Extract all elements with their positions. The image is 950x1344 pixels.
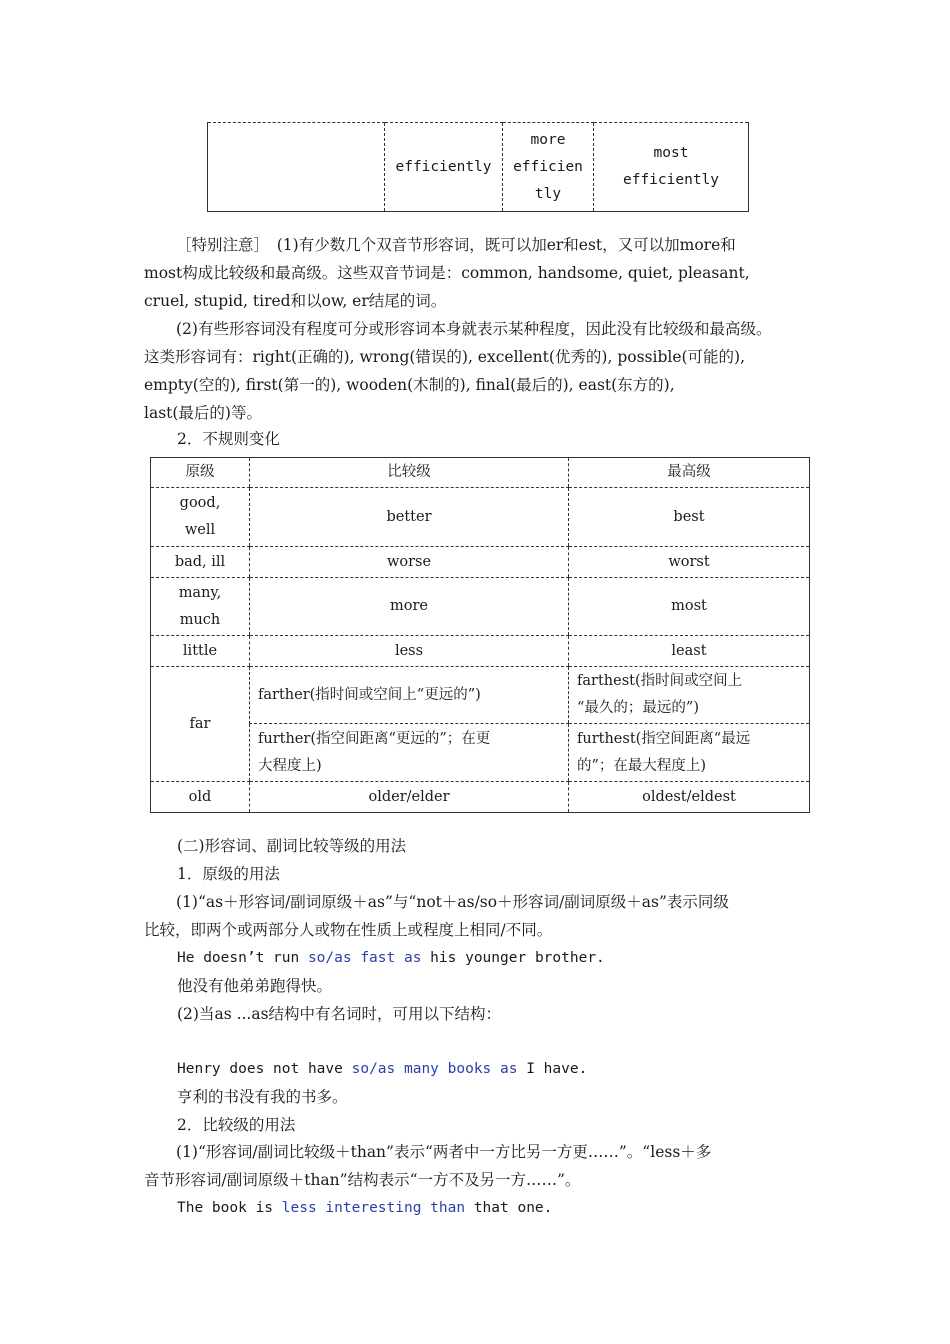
cell-text-line: most: [653, 145, 689, 161]
table-row: [151, 578, 810, 636]
header-base: 原级: [151, 458, 250, 488]
cell-comparative: less: [250, 636, 569, 667]
cell-comparative: more: [250, 578, 569, 636]
paragraph-line: 音节形容词/副词原级＋than”结构表示“一方不及另一方……”。: [144, 1171, 581, 1189]
example-sentence: [177, 944, 605, 972]
irregular-comparison-table: [150, 457, 810, 813]
cell-superlative: [569, 667, 810, 724]
header-superlative: 最高级: [569, 458, 810, 488]
subsection-heading: 1．原级的用法: [177, 865, 280, 883]
subsection-heading: 2．比较级的用法: [177, 1116, 296, 1134]
cell-comparative: [250, 724, 569, 782]
cell-text-line: further(指空间距离“更远的”；在更: [258, 730, 491, 747]
cell-text: efficiently: [395, 158, 492, 175]
cell-superlative: worst: [569, 547, 810, 578]
note-line: empty(空的), first(第一的), wooden(木制的), final(最后的), east(东方的),: [144, 376, 675, 394]
note-line: most构成比较级和最高级。这些双音节词是：common, handsome, quiet, pleasant,: [144, 264, 750, 282]
table-header-row: [151, 458, 810, 488]
cell-base: little: [151, 636, 250, 667]
table-row: [151, 636, 810, 667]
paragraph-line: (2)当as ...as结构中有名词时，可用以下结构：: [177, 1005, 502, 1023]
cell-comparative: farther(指时间或空间上“更远的”): [250, 667, 569, 724]
note-line: 这类形容词有：right(正确的), wrong(错误的), excellent(优秀的), possible(可能的),: [144, 348, 746, 366]
cell-text-line: farthest(指时间或空间上: [577, 673, 743, 689]
cell-text-line: tly: [534, 185, 562, 202]
cell-text-line: efficien: [513, 158, 583, 175]
cell-text-line: good,: [179, 495, 221, 511]
example-translation: 亨利的书没有我的书多。: [177, 1088, 348, 1106]
cell-superlative: least: [569, 636, 810, 667]
section-heading: (二)形容词、副词比较等级的用法: [177, 837, 407, 855]
usage-paragraph: [144, 1138, 810, 1194]
note-line: last(最后的)等。: [144, 404, 262, 422]
cell-text-line: many,: [178, 584, 222, 601]
example-text: He doesn’t run: [177, 950, 308, 966]
cell-text-line: more: [530, 131, 566, 148]
special-note: [144, 231, 810, 427]
example-text: his younger brother.: [421, 950, 605, 966]
example-text: The book is: [177, 1200, 282, 1216]
example-text: I have.: [517, 1061, 588, 1077]
cell-comparative: better: [250, 488, 569, 547]
section-heading: 2．不规则变化: [177, 430, 280, 448]
example-sentence: [177, 1055, 587, 1083]
paragraph-line: (1)“as＋形容词/副词原级＋as”与“not＋as/so＋形容词/副词原级＋as”表示同级: [176, 893, 729, 911]
cell-superlative: most: [569, 578, 810, 636]
cell-base: [151, 488, 250, 547]
example-sentence: [177, 1194, 552, 1222]
table-row: [151, 667, 810, 724]
example-highlight: so/as many books as: [351, 1061, 518, 1077]
cell-text-line: efficiently: [622, 172, 720, 188]
cell-text-line: 的”；在最大程度上): [577, 757, 707, 774]
cell-text-line: well: [184, 522, 216, 538]
cell-comparative: older/elder: [250, 782, 569, 813]
paragraph-line: 比较，即两个或两部分人或物在性质上或程度上相同/不同。: [144, 921, 553, 939]
cell-superlative: oldest/eldest: [569, 782, 810, 813]
comparison-table-fragment: [207, 122, 749, 212]
usage-paragraph: [144, 888, 810, 944]
note-line: ［特别注意］ (1)有少数几个双音节形容词，既可以加er和est，又可以加more和: [176, 236, 736, 254]
table-cell: [594, 123, 749, 212]
example-text: Henry does not have: [177, 1061, 352, 1077]
cell-comparative: worse: [250, 547, 569, 578]
example-highlight: so/as fast as: [307, 950, 422, 966]
table-cell: [503, 123, 594, 212]
cell-base: bad, ill: [151, 547, 250, 578]
table-row: [151, 782, 810, 813]
table-cell-empty: [208, 123, 385, 212]
cell-base: [151, 578, 250, 636]
example-translation: 他没有他弟弟跑得快。: [177, 977, 333, 995]
cell-text-line: furthest(指空间距离“最远: [577, 730, 751, 747]
note-line: cruel, stupid, tired和以ow, er结尾的词。: [144, 292, 447, 310]
table-row: [151, 547, 810, 578]
example-text: that one.: [465, 1200, 553, 1216]
cell-superlative: [569, 724, 810, 782]
table-row: [151, 488, 810, 547]
cell-text-line: much: [179, 611, 221, 628]
note-line: (2)有些形容词没有程度可分或形容词本身就表示某种程度，因此没有比较级和最高级。: [176, 320, 772, 338]
cell-base: old: [151, 782, 250, 813]
table-row: [208, 123, 749, 212]
paragraph-line: (1)“形容词/副词比较级＋than”表示“两者中一方比另一方更……”。“less＋多: [176, 1143, 712, 1161]
cell-text-line: 大程度上): [258, 757, 322, 774]
header-comparative: 比较级: [250, 458, 569, 488]
cell-base: far: [151, 667, 250, 782]
cell-text-line: “最久的；最远的”): [577, 700, 699, 716]
example-highlight: less interesting than: [281, 1200, 466, 1216]
table-row: [151, 724, 810, 782]
table-cell: [385, 123, 503, 212]
cell-superlative: best: [569, 488, 810, 547]
